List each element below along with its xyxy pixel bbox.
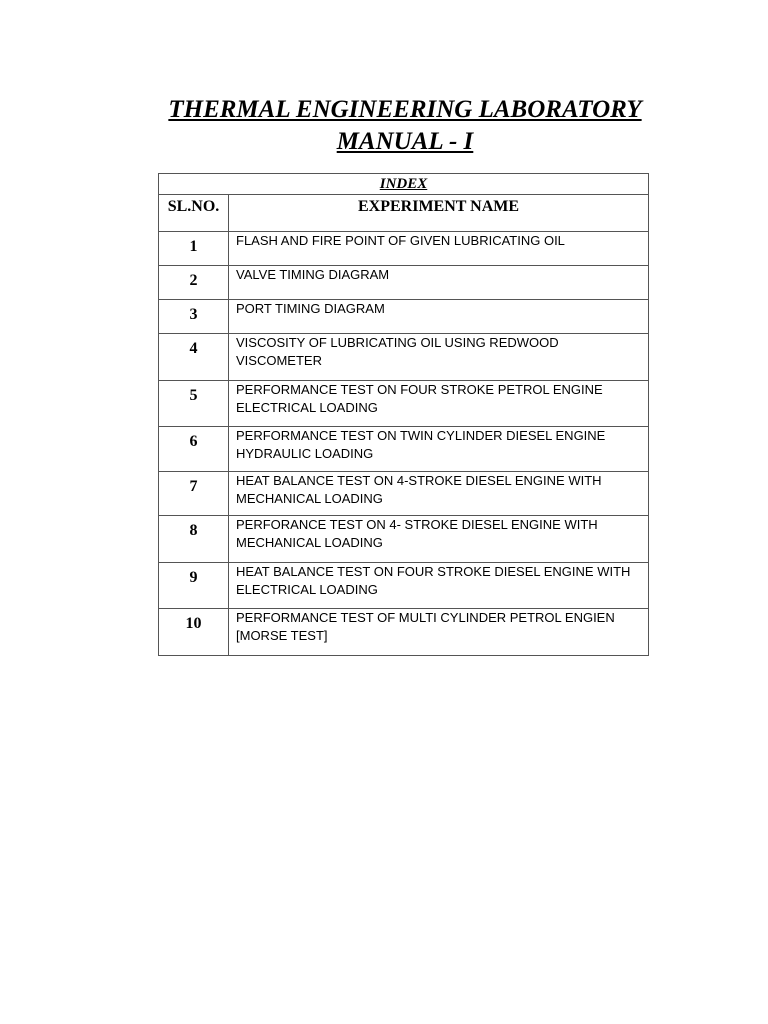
- table-row: [159, 232, 649, 266]
- row-number: 4: [159, 334, 229, 381]
- experiment-name: [229, 334, 649, 381]
- experiment-name-text: FLASH AND FIRE POINT OF GIVEN LUBRICATING OIL: [236, 233, 565, 248]
- document-title-line-2: MANUAL - I: [336, 128, 474, 155]
- row-number: 5: [159, 381, 229, 427]
- experiment-name: [229, 563, 649, 609]
- experiment-name: [229, 609, 649, 656]
- experiment-name-text: HEAT BALANCE TEST ON 4-STROKE DIESEL ENGINE WITH MECHANICAL LOADING: [236, 473, 602, 506]
- experiment-name-text: HEAT BALANCE TEST ON FOUR STROKE DIESEL ENGINE WITH ELECTRICAL LOADING: [236, 564, 631, 597]
- row-number: 1: [159, 232, 229, 266]
- table-row: [159, 334, 649, 381]
- row-number: 7: [159, 472, 229, 516]
- table-row: [159, 516, 649, 563]
- table-row: [159, 472, 649, 516]
- row-number: 6: [159, 427, 229, 472]
- header-sl-no: SL.NO.: [159, 195, 229, 232]
- row-number: 3: [159, 300, 229, 334]
- experiment-name-text: VALVE TIMING DIAGRAM: [236, 267, 390, 282]
- header-experiment-name: EXPERIMENT NAME: [229, 195, 649, 232]
- row-number: 2: [159, 266, 229, 300]
- experiment-name-text: VISCOSITY OF LUBRICATING OIL USING REDWOOD VISCOMETER: [236, 335, 559, 368]
- row-number: 8: [159, 516, 229, 563]
- experiment-name-text: PERFORMANCE TEST OF MULTI CYLINDER PETROL ENGIEN [MORSE TEST]: [236, 610, 615, 643]
- experiment-name: [229, 232, 649, 266]
- table-row: [159, 300, 649, 334]
- table-row: [159, 609, 649, 656]
- experiment-name-text: PERFORANCE TEST ON 4- STROKE DIESEL ENGINE WITH MECHANICAL LOADING: [236, 517, 598, 550]
- row-number: 10: [159, 609, 229, 656]
- index-table: [158, 173, 649, 656]
- table-row: [159, 266, 649, 300]
- experiment-name: [229, 300, 649, 334]
- experiment-name: [229, 266, 649, 300]
- experiment-name-text: PERFORMANCE TEST ON TWIN CYLINDER DIESEL ENGINE HYDRAULIC LOADING: [236, 428, 606, 461]
- table-row: [159, 563, 649, 609]
- row-number: 9: [159, 563, 229, 609]
- experiment-name: [229, 381, 649, 427]
- experiment-name: [229, 427, 649, 472]
- index-caption: INDEX: [159, 174, 649, 195]
- table-row: [159, 381, 649, 427]
- experiment-name-text: PERFORMANCE TEST ON FOUR STROKE PETROL ENGINE ELECTRICAL LOADING: [236, 382, 603, 415]
- document-title-line-1: THERMAL ENGINEERING LABORATORY: [168, 96, 642, 123]
- experiment-name: [229, 516, 649, 563]
- table-row: [159, 427, 649, 472]
- experiment-name-text: PORT TIMING DIAGRAM: [236, 301, 385, 316]
- experiment-name: [229, 472, 649, 516]
